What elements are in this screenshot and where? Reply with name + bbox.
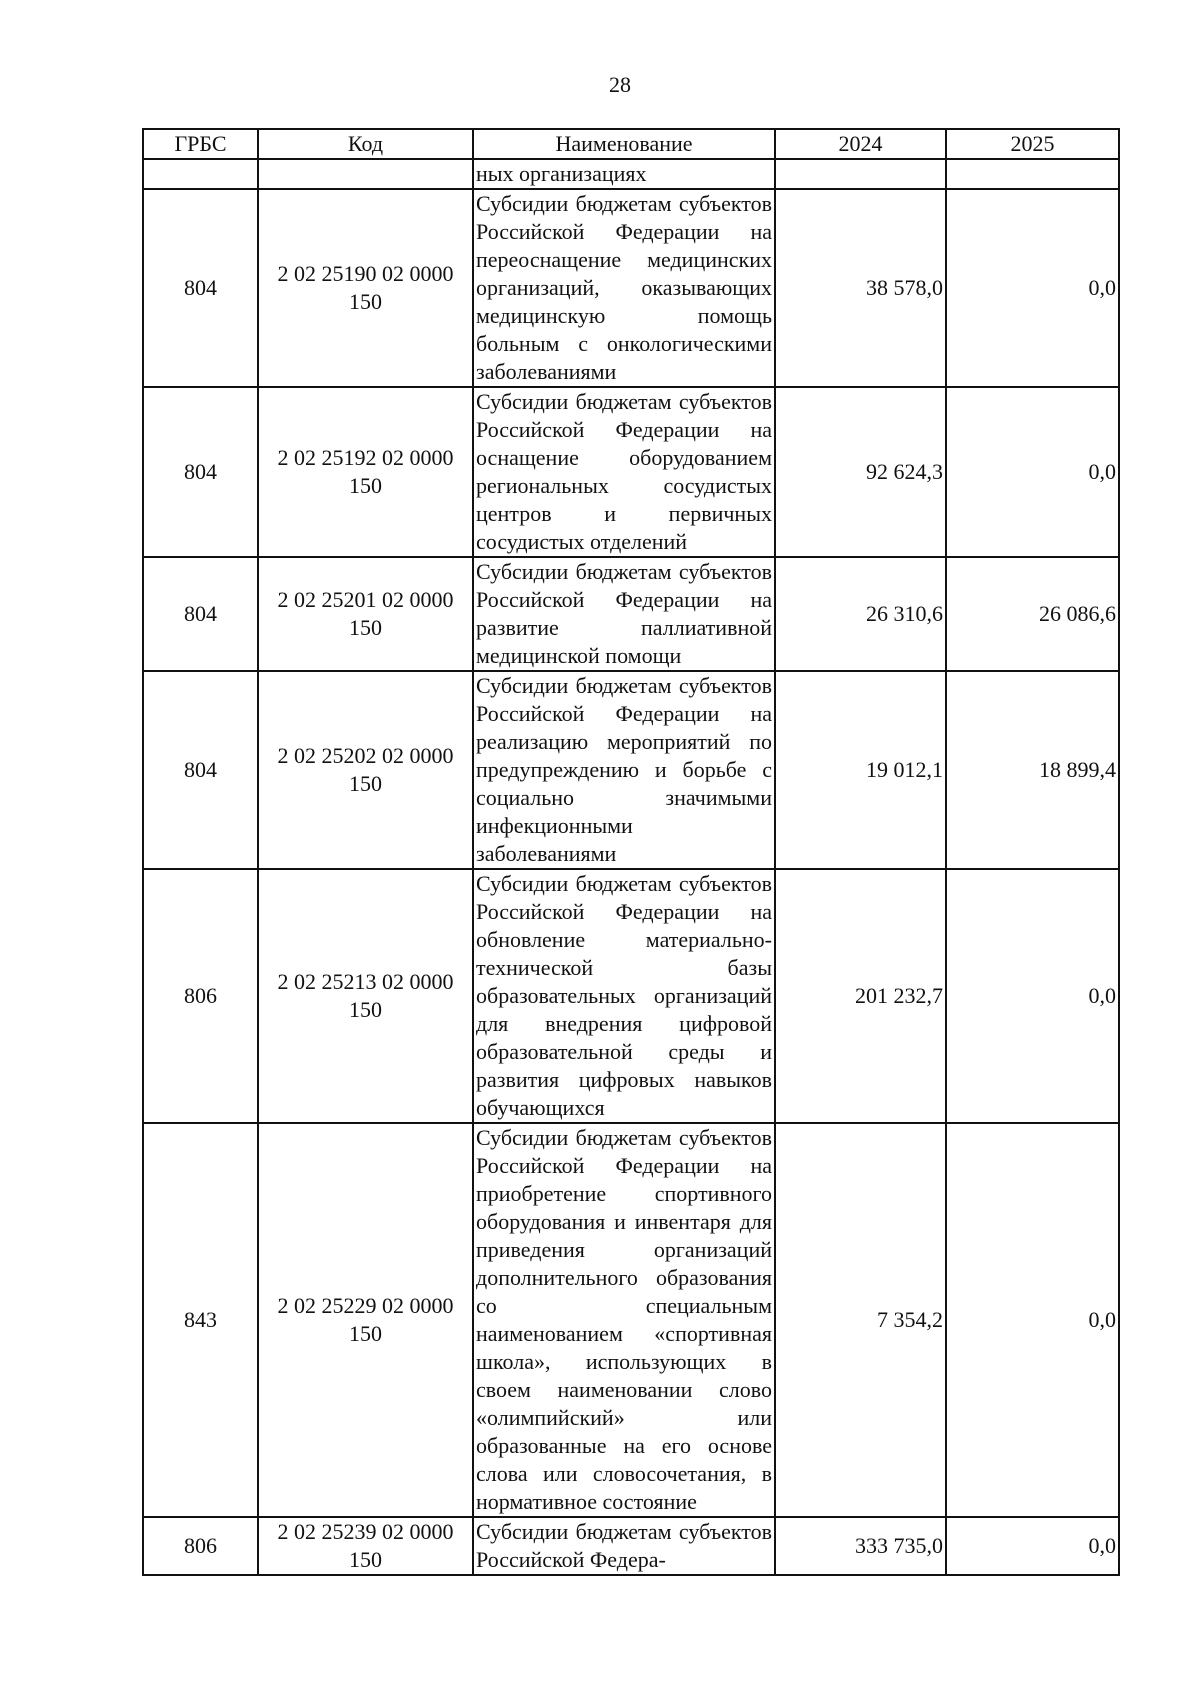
table-row (143, 557, 1119, 671)
amount-2025-cell: 0,0 (946, 869, 1119, 1123)
continuation-2025-cell (946, 159, 1119, 189)
code-cell: 2 02 25192 02 0000 150 (258, 387, 473, 557)
continuation-code-cell (258, 159, 473, 189)
amount-2025-cell: 0,0 (946, 1517, 1119, 1575)
header-2024: 2024 (775, 129, 946, 159)
grbs-cell: 804 (143, 671, 258, 869)
name-cell: Субсидии бюджетам субъектов Российской Федера- (473, 1517, 775, 1575)
name-cell: Субсидии бюджетам субъектов Российской Федерации на реализацию мероприятий по предупреждению и борьбе с социально значимыми инфекционными заболеваниями (473, 671, 775, 869)
continuation-name-cell: ных организациях (473, 159, 775, 189)
continuation-2024-cell (775, 159, 946, 189)
name-cell: Субсидии бюджетам субъектов Российской Федерации на развитие паллиативной медицинской помощи (473, 557, 775, 671)
amount-2025-cell: 18 899,4 (946, 671, 1119, 869)
amount-2024-cell: 26 310,6 (775, 557, 946, 671)
amount-2025-cell: 0,0 (946, 189, 1119, 387)
amount-2025-cell: 0,0 (946, 387, 1119, 557)
amount-2024-cell: 19 012,1 (775, 671, 946, 869)
continuation-grbs-cell (143, 159, 258, 189)
grbs-cell: 806 (143, 1517, 258, 1575)
header-2025: 2025 (946, 129, 1119, 159)
code-cell: 2 02 25201 02 0000 150 (258, 557, 473, 671)
code-cell: 2 02 25229 02 0000 150 (258, 1123, 473, 1517)
table-row (143, 869, 1119, 1123)
amount-2024-cell: 38 578,0 (775, 189, 946, 387)
grbs-cell: 804 (143, 557, 258, 671)
name-cell: Субсидии бюджетам субъектов Российской Федерации на приобретение спортивного оборудования и инвентаря для приведения организаций дополнительного образования со специальным наименованием «спортивная школа», использующих в своем наименовании слово «олимпийский» или образованные на его основе слова или словосочетания, в нормативное состояние (473, 1123, 775, 1517)
grbs-cell: 804 (143, 387, 258, 557)
page-number: 28 (609, 72, 631, 97)
amount-2025-cell: 0,0 (946, 1123, 1119, 1517)
code-cell: 2 02 25213 02 0000 150 (258, 869, 473, 1123)
code-cell: 2 02 25190 02 0000 150 (258, 189, 473, 387)
table-header-row (143, 129, 1119, 159)
header-name: Наименование (473, 129, 775, 159)
amount-2024-cell: 92 624,3 (775, 387, 946, 557)
amount-2024-cell: 333 735,0 (775, 1517, 946, 1575)
name-cell: Субсидии бюджетам субъектов Российской Федерации на обновление материально-технической базы образовательных организаций для внедрения цифровой образовательной среды и развития цифровых навыков обучающихся (473, 869, 775, 1123)
header-code: Код (258, 129, 473, 159)
table-row (143, 1123, 1119, 1517)
grbs-cell: 804 (143, 189, 258, 387)
budget-table (142, 128, 1120, 1576)
continuation-row (143, 159, 1119, 189)
grbs-cell: 843 (143, 1123, 258, 1517)
code-cell: 2 02 25239 02 0000 150 (258, 1517, 473, 1575)
amount-2024-cell: 201 232,7 (775, 869, 946, 1123)
table-row (143, 387, 1119, 557)
code-cell: 2 02 25202 02 0000 150 (258, 671, 473, 869)
name-cell: Субсидии бюджетам субъектов Российской Федерации на оснащение оборудованием региональных сосудистых центров и первичных сосудистых отделений (473, 387, 775, 557)
amount-2024-cell: 7 354,2 (775, 1123, 946, 1517)
table-row (143, 189, 1119, 387)
table-row (143, 671, 1119, 869)
table-row (143, 1517, 1119, 1575)
grbs-cell: 806 (143, 869, 258, 1123)
amount-2025-cell: 26 086,6 (946, 557, 1119, 671)
header-grbs: ГРБС (143, 129, 258, 159)
name-cell: Субсидии бюджетам субъектов Российской Федерации на переоснащение медицинских организаций, оказывающих медицинскую помощь больным с онкологическими заболеваниями (473, 189, 775, 387)
